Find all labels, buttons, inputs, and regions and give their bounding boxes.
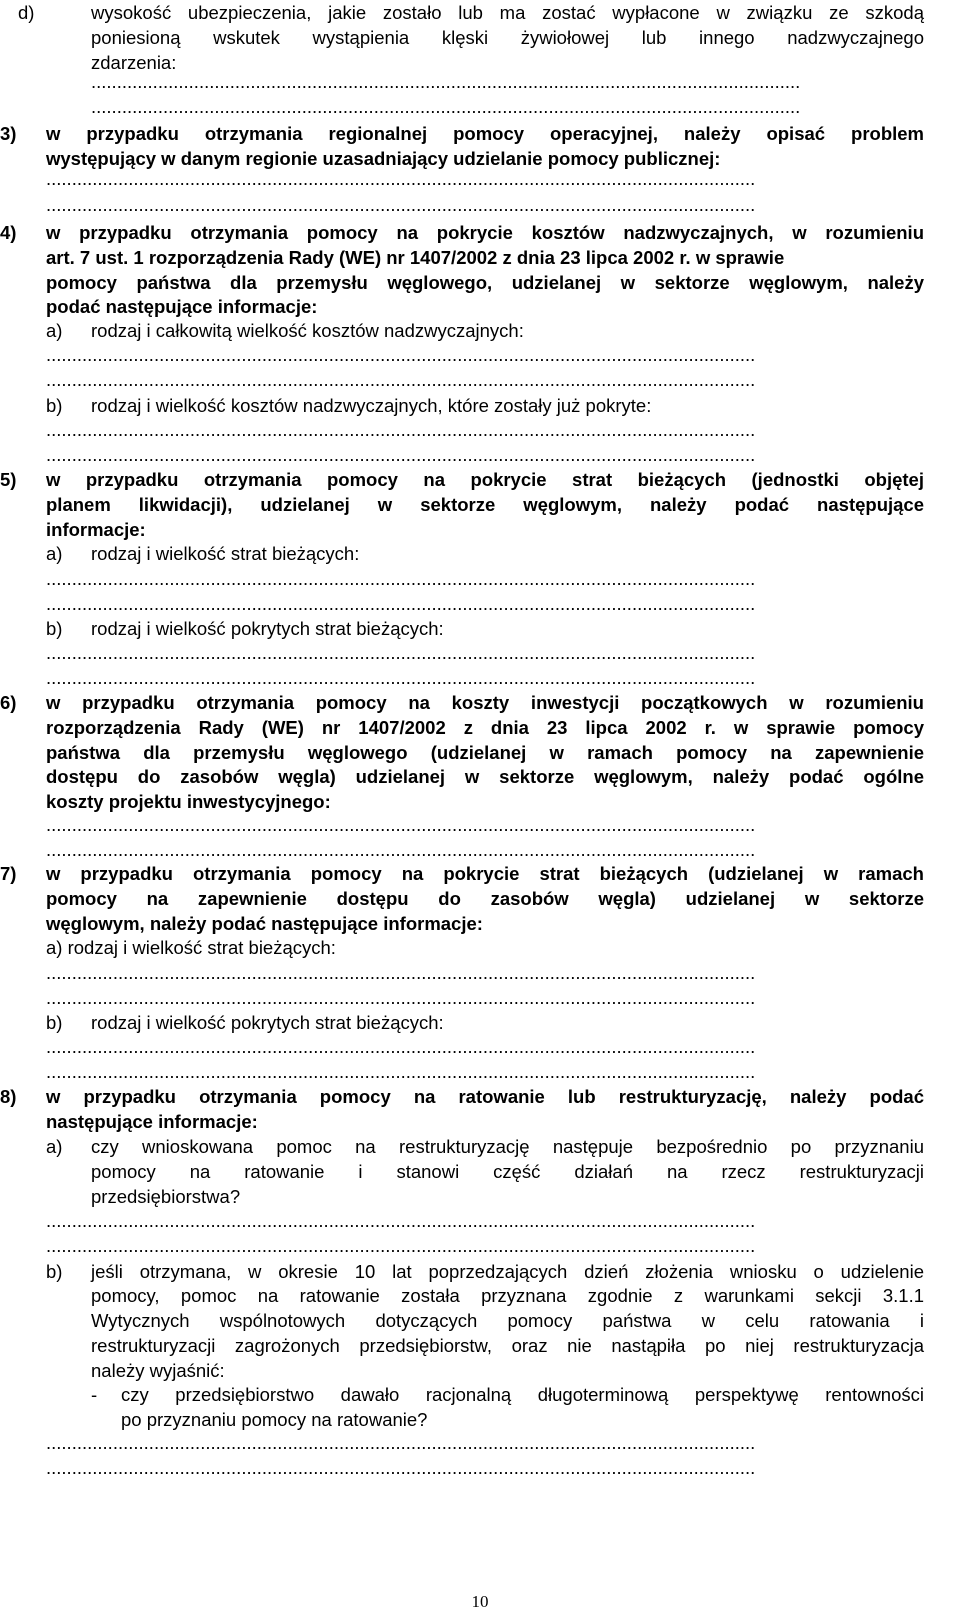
dash-text-line: czy przedsiębiorstwo dawało racjonalną długoterminową perspektywę rentowności: [121, 1384, 924, 1405]
item-d-marker: d): [18, 2, 35, 23]
answer-line[interactable]: ..........................................................................................................................................: [46, 593, 756, 614]
answer-line[interactable]: ..........................................................................................................................................: [46, 1432, 756, 1453]
answer-line[interactable]: ..........................................................................................................................................: [46, 344, 756, 365]
page-number: 10: [471, 1592, 489, 1611]
answer-line[interactable]: ..........................................................................................................................................: [46, 568, 756, 589]
item-8-marker: 8): [0, 1086, 17, 1107]
answer-line[interactable]: ..........................................................................................................................................: [46, 1235, 756, 1256]
item-6-text-line: rozporządzenia Rady (WE) nr 1407/2002 z dnia 23 lipca 2002 r. w sprawie pomocy: [46, 717, 924, 738]
item-4-text-line: art. 7 ust. 1 rozporządzenia Rady (WE) nr 1407/2002 z dnia 23 lipca 2002 r. w sprawie: [46, 247, 785, 268]
item-4-text-line: w przypadku otrzymania pomocy na pokrycie kosztów nadzwyczajnych, w rozumieniu: [46, 222, 924, 243]
item-5-text-line: planem likwidacji), udzielanej w sektorze węglowym, należy podać następujące: [46, 494, 924, 515]
item-8b-text-line: Wytycznych wspólnotowych dotyczących pomocy państwa w celu ratowania i: [91, 1310, 924, 1331]
item-6-text-line: państwa dla przemysłu węglowego (udzielanej w ramach pomocy na zapewnienie: [46, 742, 924, 763]
item-8b-text-line: jeśli otrzymana, w okresie 10 lat poprzedzających dzień złożenia wniosku o udzielenie: [91, 1261, 924, 1282]
item-8b-marker: b): [46, 1261, 63, 1282]
item-7a-text: a) rodzaj i wielkość strat bieżących:: [46, 937, 336, 958]
item-d-text-line: poniesioną wskutek wystąpienia klęski żywiołowej lub innego nadzwyczajnego: [91, 27, 924, 48]
answer-line[interactable]: ..........................................................................................................................................: [46, 642, 756, 663]
item-7-marker: 7): [0, 863, 17, 884]
item-4a-text: rodzaj i całkowitą wielkość kosztów nadzwyczajnych:: [91, 320, 524, 341]
item-3-marker: 3): [0, 123, 17, 144]
item-8b-text-line: pomocy, pomoc na ratowanie została przyznana zgodnie z warunkami sekcji 3.1.1: [91, 1285, 924, 1306]
answer-line[interactable]: ..........................................................................................................................................: [46, 1061, 756, 1082]
item-3-text-line: występujący w danym regionie uzasadniający udzielanie pomocy publicznej:: [46, 148, 721, 169]
item-7b-text: rodzaj i wielkość pokrytych strat bieżących:: [91, 1012, 444, 1033]
item-4b-text: rodzaj i wielkość kosztów nadzwyczajnych, które zostały już pokryte:: [91, 395, 652, 416]
item-8-text-line: następujące informacje:: [46, 1111, 258, 1132]
item-8b-text-line: należy wyjaśnić:: [91, 1360, 225, 1381]
item-4a-marker: a): [46, 320, 63, 341]
answer-line[interactable]: ..........................................................................................................................................: [46, 814, 756, 835]
item-4b-marker: b): [46, 395, 63, 416]
item-6-marker: 6): [0, 692, 17, 713]
answer-line[interactable]: ..........................................................................................................................................: [46, 444, 756, 465]
item-5-text-line: w przypadku otrzymania pomocy na pokrycie strat bieżących (jednostki objętej: [46, 469, 924, 490]
answer-line[interactable]: ..........................................................................................................................................: [46, 667, 756, 688]
item-4-marker: 4): [0, 222, 17, 243]
answer-line[interactable]: ..........................................................................................................................................: [46, 839, 756, 860]
item-8a-marker: a): [46, 1136, 63, 1157]
item-8a-text-line: czy wnioskowana pomoc na restrukturyzację następuje bezpośrednio po przyznaniu: [91, 1136, 924, 1157]
item-7b-marker: b): [46, 1012, 63, 1033]
item-5a-marker: a): [46, 543, 63, 564]
item-d-text-line: zdarzenia:: [91, 52, 177, 73]
item-5-marker: 5): [0, 469, 17, 490]
answer-line[interactable]: ..........................................................................................................................................: [46, 369, 756, 390]
item-d-text-line: wysokość ubezpieczenia, jakie zostało lub ma zostać wypłacone w związku ze szkodą: [91, 2, 924, 23]
answer-line[interactable]: ..........................................................................................................................................: [46, 168, 756, 189]
item-8a-text-line: przedsiębiorstwa?: [91, 1186, 241, 1207]
item-7-text-line: w przypadku otrzymania pomocy na pokrycie strat bieżących (udzielanej w ramach: [46, 863, 924, 884]
item-6-text-line: koszty projektu inwestycyjnego:: [46, 791, 331, 812]
answer-line[interactable]: ..........................................................................................................................................: [46, 962, 756, 983]
item-5b-text: rodzaj i wielkość pokrytych strat bieżących:: [91, 618, 444, 639]
item-8b-text-line: restrukturyzacji zagrożonych przedsiębiorstw, oraz nie nastąpiła po niej restrukturyzacja: [91, 1335, 924, 1356]
item-8-text-line: w przypadku otrzymania pomocy na ratowanie lub restrukturyzację, należy podać: [46, 1086, 924, 1107]
dash-text-line: po przyznaniu pomocy na ratowanie?: [121, 1409, 428, 1430]
answer-line[interactable]: ..........................................................................................................................................: [91, 71, 801, 92]
answer-line[interactable]: ..........................................................................................................................................: [46, 194, 756, 215]
answer-line[interactable]: ..........................................................................................................................................: [46, 1457, 756, 1478]
answer-line[interactable]: ..........................................................................................................................................: [46, 1210, 756, 1231]
item-6-text-line: dostępu do zasobów węgla) udzielanej w sektorze węglowym, należy podać ogólne: [46, 766, 924, 787]
item-7-text-line: pomocy na zapewnienie dostępu do zasobów węgla) udzielanej w sektorze: [46, 888, 924, 909]
item-8a-text-line: pomocy na ratowanie i stanowi część działań na rzecz restrukturyzacji: [91, 1161, 924, 1182]
item-6-text-line: w przypadku otrzymania pomocy na koszty inwestycji początkowych w rozumieniu: [46, 692, 924, 713]
answer-line[interactable]: ..........................................................................................................................................: [91, 96, 801, 117]
item-4-text-line: pomocy państwa dla przemysłu węglowego, udzielanej w sektorze węglowym, należy: [46, 272, 924, 293]
answer-line[interactable]: ..........................................................................................................................................: [46, 1036, 756, 1057]
answer-line[interactable]: ..........................................................................................................................................: [46, 987, 756, 1008]
item-5b-marker: b): [46, 618, 63, 639]
item-7-text-line: węglowym, należy podać następujące informacje:: [46, 913, 483, 934]
item-5a-text: rodzaj i wielkość strat bieżących:: [91, 543, 360, 564]
answer-line[interactable]: ..........................................................................................................................................: [46, 419, 756, 440]
dash-marker: -: [91, 1384, 98, 1405]
item-4-text-line: podać następujące informacje:: [46, 296, 318, 317]
item-3-text-line: w przypadku otrzymania regionalnej pomocy operacyjnej, należy opisać problem: [46, 123, 924, 144]
item-5-text-line: informacje:: [46, 519, 146, 540]
